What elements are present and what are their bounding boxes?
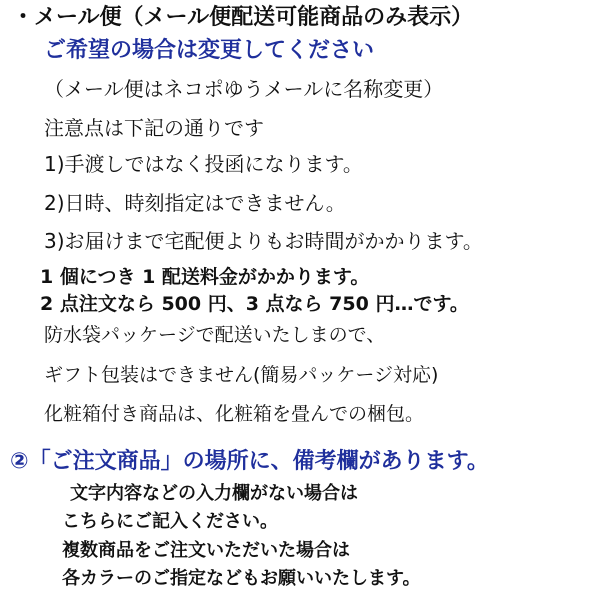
precaution-item-2: 2)日時、時刻指定はできません。	[44, 191, 346, 215]
remarks-instruction-3: 複数商品をご注文いただいた場合は	[62, 540, 350, 561]
remarks-instruction-4: 各カラーのご指定などもお願いいたします。	[62, 568, 421, 589]
precaution-item-3: 3)お届けまで宅配便よりもお時間がかかります。	[44, 229, 483, 253]
remarks-field-heading: ②「ご注文商品」の場所に、備考欄があります。	[10, 449, 489, 474]
precaution-item-1: 1)手渡しではなく投函になります。	[44, 152, 363, 176]
gift-wrap-note: ギフト包装はできません(簡易パッケージ対応)	[44, 364, 439, 386]
service-rename-note: （メール便はネコポゆうメールに名称変更）	[44, 77, 444, 101]
shipping-fee-note: 1 個につき 1 配送料金がかかります。	[40, 266, 370, 288]
remarks-instruction-1: 文字内容などの入力欄がない場合は	[70, 483, 358, 504]
change-request-note: ご希望の場合は変更してください	[44, 38, 375, 63]
remarks-instruction-2: こちらにご記入ください。	[62, 511, 278, 532]
packaging-note: 防水袋パッケージで配送いたしまので、	[44, 324, 386, 346]
mail-delivery-heading: ・メール便（メール便配送可能商品のみ表示）	[12, 5, 474, 30]
shipping-fee-example: 2 点注文なら 500 円、3 点なら 750 円…です。	[40, 293, 469, 315]
gift-box-note: 化粧箱付き商品は、化粧箱を畳んでの梱包。	[44, 403, 425, 425]
precautions-heading: 注意点は下記の通りです	[44, 116, 264, 140]
